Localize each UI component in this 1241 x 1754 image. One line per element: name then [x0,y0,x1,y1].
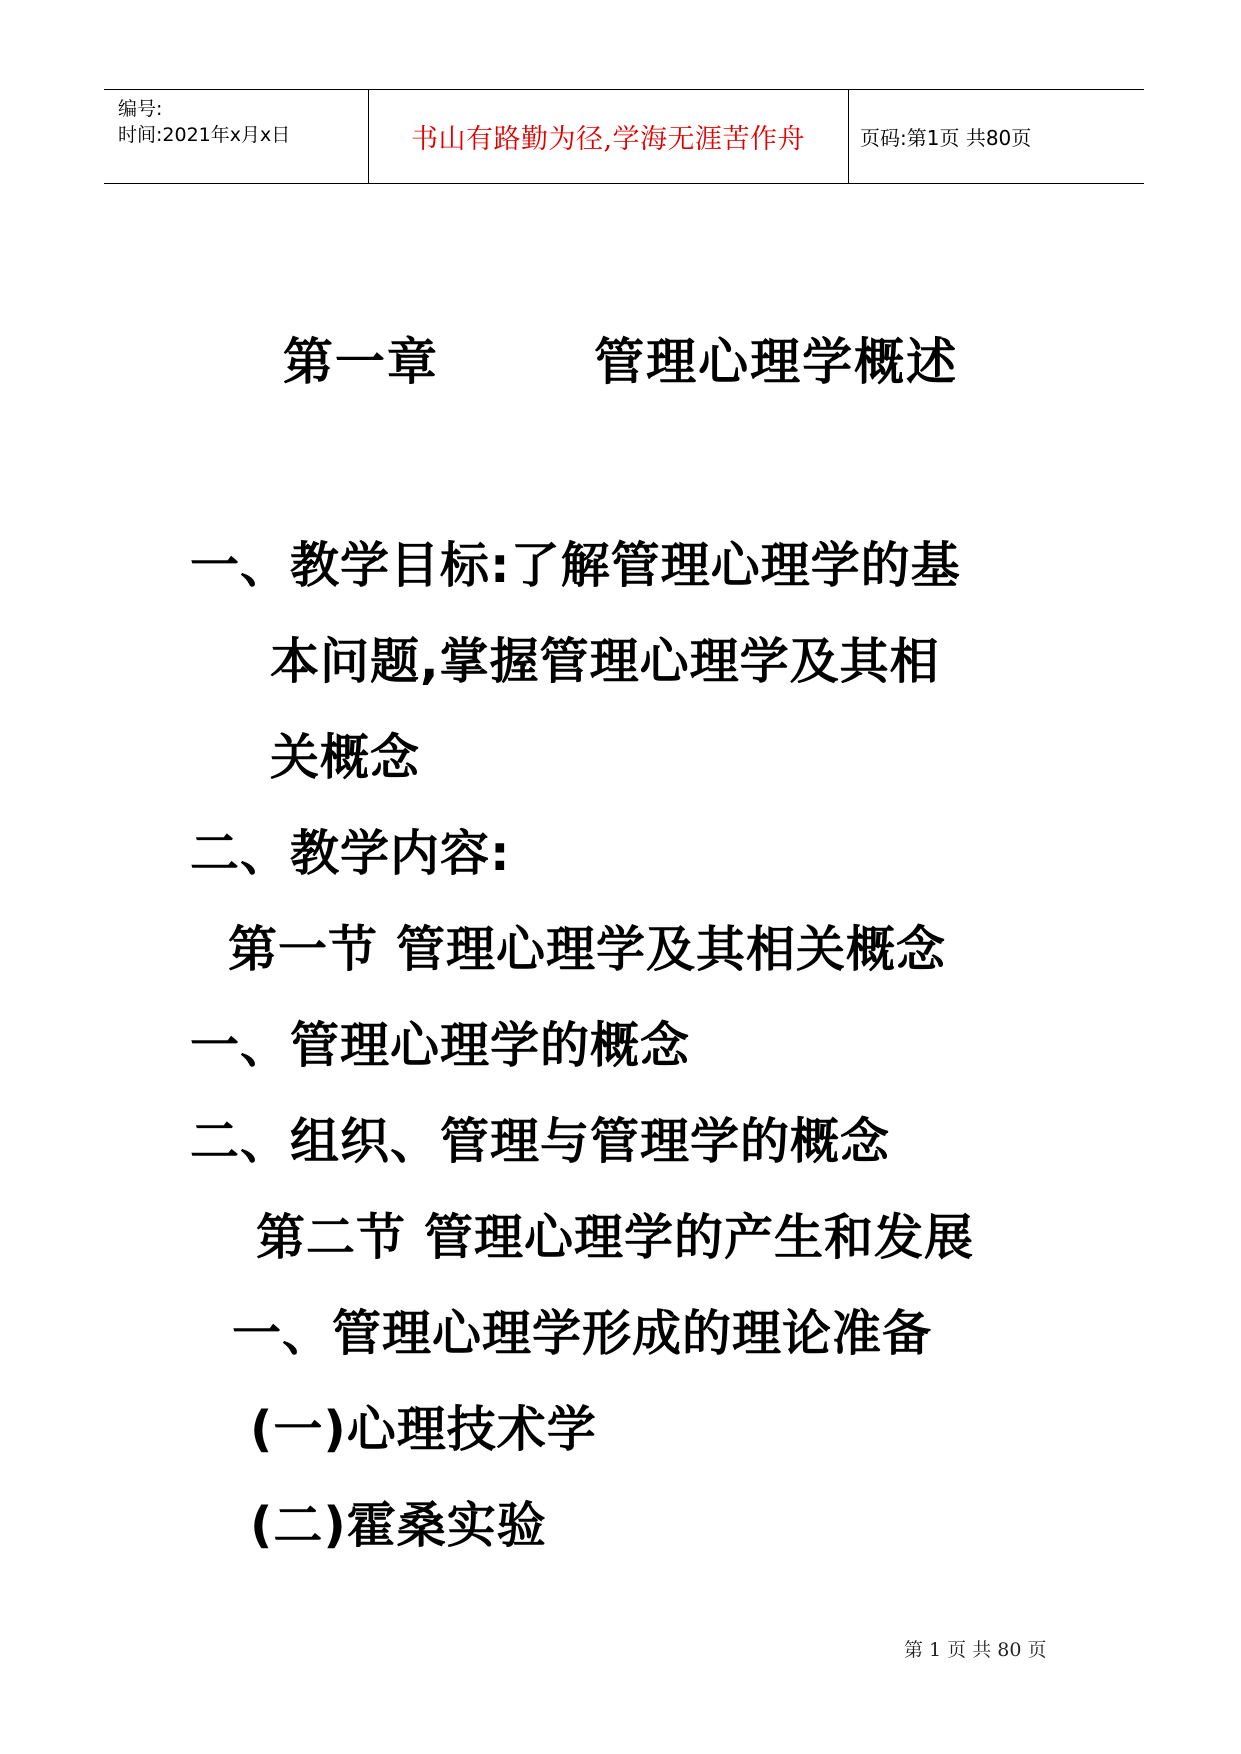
header-motto-cell [368,90,849,183]
motto-text: 书山有路勤为径,学海无涯苦作舟 [410,124,806,155]
chapter-title: 第一章 管理心理学概述 [282,333,959,391]
header-page-cell [848,90,1144,183]
page-header [104,89,1144,184]
body-line: 一、管理心理学的概念 [190,1017,691,1074]
body-line: 一、管理心理学形成的理论准备 [232,1305,933,1362]
number-label: 编号: [118,98,163,120]
body-line: 关概念 [270,729,421,786]
body-line: 本问题,掌握管理心理学及其相 [270,633,940,690]
page-footer: 第 1 页 共 80 页 [904,1639,1047,1661]
body-line: 一、教学目标:了解管理心理学的基 [190,537,961,594]
time-label: 时间:2021年x月x日 [118,124,291,146]
body-line: 二、教学内容: [190,825,511,882]
body-line: (二)霍桑实验 [250,1497,547,1554]
page-number-label: 页码:第1页 共80页 [860,126,1032,150]
header-meta-cell [104,90,369,183]
body-line: (一)心理技术学 [250,1401,597,1458]
body-line: 二、组织、管理与管理学的概念 [190,1113,891,1170]
section-heading: 第一节 管理心理学及其相关概念 [228,921,947,978]
section-heading: 第二节 管理心理学的产生和发展 [256,1209,975,1266]
